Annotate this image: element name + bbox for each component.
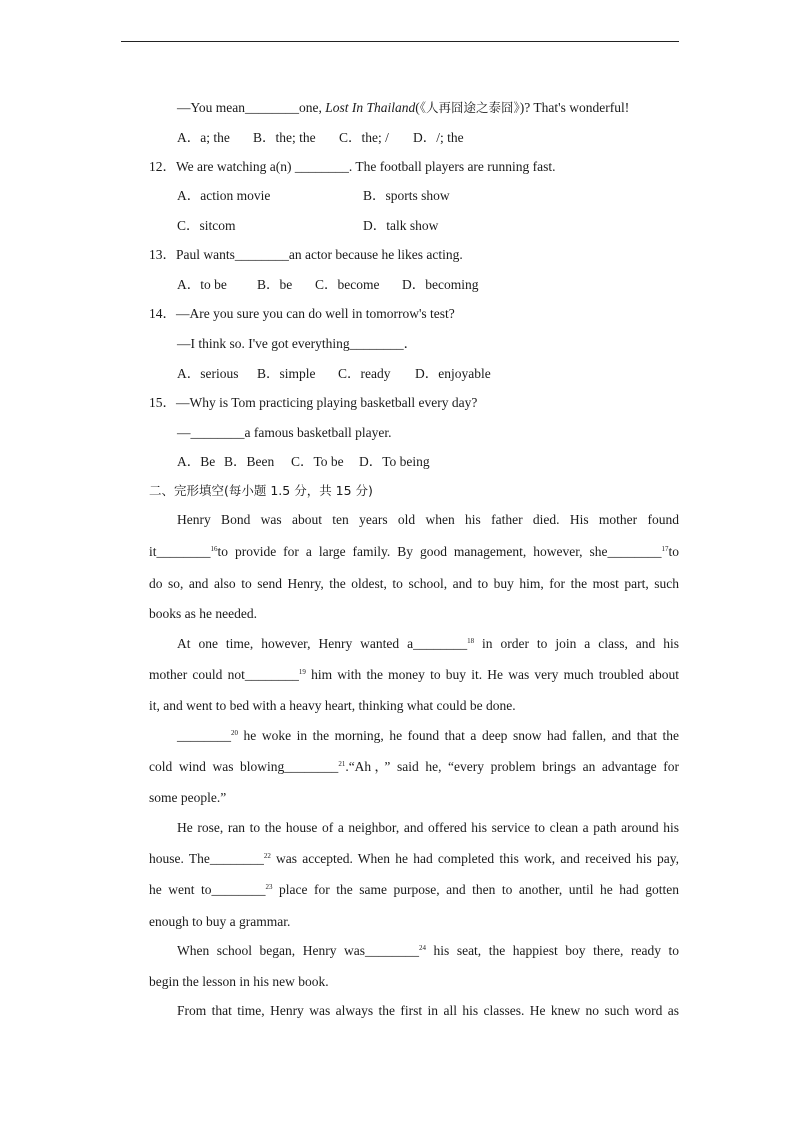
passage-line: it, and went to bed with a heavy heart, thinking what could be done. <box>149 698 516 713</box>
q12-option-d[interactable]: D．talk show <box>363 218 439 233</box>
blank-number-20: 20 <box>231 729 238 737</box>
movie-title: Lost In Thailand <box>325 100 416 115</box>
passage-line: At one time, however, Henry wanted a________$^{18}$ in order to join a class, and his <box>177 636 679 651</box>
q15-option-b[interactable]: B．Been <box>224 454 275 469</box>
q13-options <box>177 276 479 294</box>
q12-option-b[interactable]: B．sports show <box>363 188 450 203</box>
q11-reply: —You mean________one, Lost In Thailand(《人再囧途之泰囧》)? That's wonderful! <box>177 100 630 115</box>
passage-line: Henry Bond was about ten years old when his father died. His mother found <box>177 512 679 527</box>
q11-options <box>177 129 464 147</box>
blank-number-17: 17 <box>661 545 669 553</box>
blank-number-22: 22 <box>263 852 271 860</box>
q14-option-d[interactable]: D．enjoyable <box>415 366 491 381</box>
q15-options <box>177 453 430 471</box>
q15-reply: —________a famous basketball player. <box>177 425 392 440</box>
passage-line: mother could not________$^{19}$ him with the money to buy it. He was very much troubled about <box>149 667 679 682</box>
q11-option-d[interactable]: D．/; the <box>413 130 464 145</box>
passage-line: do so, and also to send Henry, the oldest, to school, and to buy him, for the most part, such <box>149 576 679 591</box>
q14-option-a[interactable]: A．serious <box>177 366 239 381</box>
chinese-title: 《人再囧途之泰囧》 <box>419 100 520 115</box>
passage-line: house. The________$^{22}$ was accepted. When he had completed this work, and received his pay, <box>149 851 679 866</box>
blank-number-23: 23 <box>265 883 273 891</box>
passage-line: some people.” <box>149 790 227 805</box>
passage-line: it________$^{16}$to provide for a large family. By good management, however, she________$^{17}$to <box>149 544 679 559</box>
q12-options-row2 <box>177 217 438 235</box>
passage-line: enough to buy a grammar. <box>149 914 291 929</box>
q14-option-b[interactable]: B．simple <box>257 366 316 381</box>
q14-stem: 14．—Are you sure you can do well in tomorrow's test? <box>149 306 455 321</box>
blank-number-21: 21 <box>338 760 346 768</box>
q15-option-a[interactable]: A．Be <box>177 454 216 469</box>
q15-option-c[interactable]: C．To be <box>291 454 344 469</box>
passage-line: ________$^{20}$ he woke in the morning, he found that a deep snow had fallen, and that the <box>177 728 679 743</box>
passage-line: cold wind was blowing________$^{21}$.“Ah，” said he, “every problem brings an advantage for <box>149 759 679 774</box>
q12-option-a[interactable]: A．action movie <box>177 188 271 203</box>
blank-number-16: 16 <box>210 545 218 553</box>
passage-line: he went to________$^{23}$ place for the same purpose, and then to another, until he had gotten <box>149 882 679 897</box>
q11-option-c[interactable]: C．the; / <box>339 130 389 145</box>
q14-reply: —I think so. I've got everything________． <box>177 336 418 351</box>
q13-option-a[interactable]: A．to be <box>177 277 227 292</box>
passage-line: begin the lesson in his new book. <box>149 974 329 989</box>
q13-option-b[interactable]: B．be <box>257 277 293 292</box>
passage-line: He rose, ran to the house of a neighbor, and offered his service to clean a path around his <box>177 820 679 835</box>
q13-stem: 13．Paul wants________an actor because he likes acting. <box>149 247 463 262</box>
q13-option-c[interactable]: C．become <box>315 277 380 292</box>
q12-options-row1 <box>177 187 450 205</box>
q12-option-c[interactable]: C．sitcom <box>177 218 236 233</box>
q13-option-d[interactable]: D．becoming <box>402 277 479 292</box>
passage-line: When school began, Henry was________$^{24}$ his seat, the happiest boy there, ready to <box>177 943 679 958</box>
q15-option-d[interactable]: D．To being <box>359 454 430 469</box>
header-rule <box>121 41 679 42</box>
q11-option-b[interactable]: B．the; the <box>253 130 316 145</box>
q11-option-a[interactable]: A．a; the <box>177 130 230 145</box>
blank-number-24: 24 <box>418 944 426 952</box>
blank-number-18: 18 <box>467 637 475 645</box>
passage-line: books as he needed. <box>149 606 257 621</box>
section-heading: 二、完形填空(每小题 1.5 分，共 15 分) <box>149 483 373 498</box>
q14-options <box>177 365 491 383</box>
blank-number-19: 19 <box>298 668 306 676</box>
passage-line: From that time, Henry was always the first in all his classes. He knew no such word as <box>177 1003 679 1018</box>
q12-stem: 12．We are watching a(n) ________. The football players are running fast. <box>149 159 556 174</box>
q15-stem: 15．—Why is Tom practicing playing basketball every day? <box>149 395 478 410</box>
q14-option-c[interactable]: C．ready <box>338 366 391 381</box>
